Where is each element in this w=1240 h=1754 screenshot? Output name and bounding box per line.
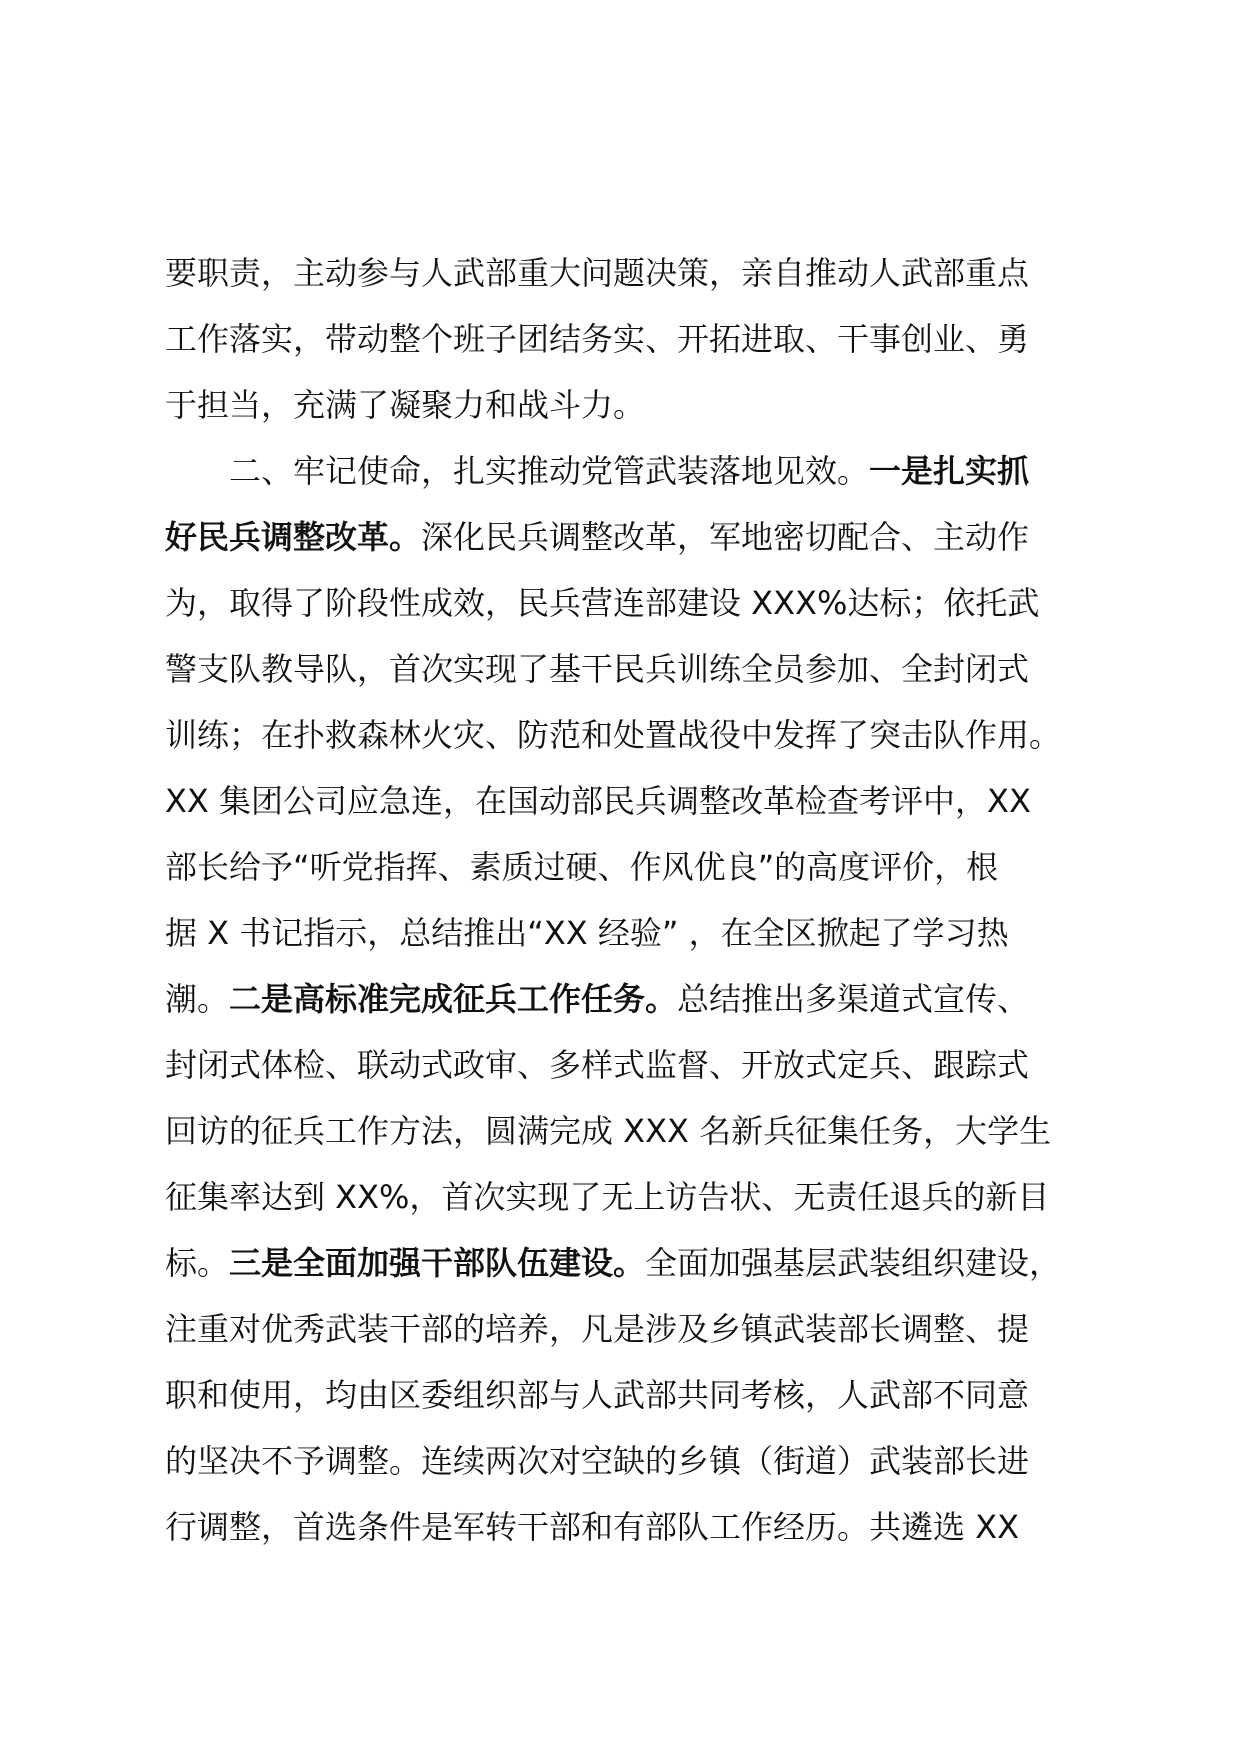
- text-line: [165, 1164, 1125, 1230]
- text-line: [165, 438, 1125, 504]
- body-text-segment: 深化民兵调整改革，军地密切配合、主动作: [421, 518, 1030, 556]
- body-text-segment: 工作落实，带动整个班子团结务实、开拓进取、干事创业、勇: [165, 320, 1030, 358]
- text-line: [165, 636, 1125, 702]
- text-line: [165, 1362, 1125, 1428]
- bold-heading-text: 三是全面加强干部队伍建设。: [229, 1244, 646, 1282]
- text-line: [165, 702, 1125, 768]
- text-line: [165, 768, 1125, 834]
- body-text-segment: 警支队教导队，首次实现了基干民兵训练全员参加、全封闭式: [165, 650, 1030, 688]
- body-text-segment: 的坚决不予调整。连续两次对空缺的乡镇（街道）武装部长进: [165, 1442, 1030, 1480]
- body-text-segment: 要职责，主动参与人武部重大问题决策，亲自推动人武部重点: [165, 254, 1030, 292]
- text-line: [165, 306, 1125, 372]
- body-text-segment: 二、牢记使命，扎实推动党管武装落地见效。: [229, 452, 870, 490]
- body-text-segment: 为，取得了阶段性成效，民兵营连部建设 XXX%达标；依托武: [165, 584, 1040, 622]
- text-line: [165, 1230, 1125, 1296]
- text-line: [165, 570, 1125, 636]
- body-text-segment: 据 X 书记指示，总结推出“XX 经验” ，在全区掀起了学习热: [165, 914, 1009, 952]
- bold-heading-text: 好民兵调整改革。: [165, 518, 422, 556]
- body-text-segment: 全面加强基层武装组织建设，: [645, 1244, 1062, 1282]
- body-text-segment: 部长给予“听党指挥、素质过硬、作风优良”的高度评价，根: [165, 848, 999, 886]
- body-text-segment: 封闭式体检、联动式政审、多样式监督、开放式定兵、跟踪式: [165, 1046, 1030, 1084]
- text-line: [165, 966, 1125, 1032]
- text-line: [165, 372, 1125, 438]
- bold-heading-text: 二是高标准完成征兵工作任务。: [229, 980, 678, 1018]
- text-line: [165, 1098, 1125, 1164]
- body-text-segment: 征集率达到 XX%，首次实现了无上访告状、无责任退兵的新目: [165, 1178, 1050, 1216]
- body-text-segment: 潮。: [165, 980, 230, 1018]
- bold-heading-text: 一是扎实抓: [869, 452, 1030, 490]
- body-text-segment: 标。: [165, 1244, 230, 1282]
- text-line: [165, 1494, 1125, 1560]
- body-text-segment: 训练；在扑救森林火灾、防范和处置战役中发挥了突击队作用。: [165, 716, 1062, 754]
- text-line: [165, 900, 1125, 966]
- body-text: [165, 240, 1125, 1560]
- body-text-segment: XX 集团公司应急连，在国动部民兵调整改革检查考评中，XX: [165, 782, 1031, 820]
- text-line: [165, 1032, 1125, 1098]
- text-line: [165, 504, 1125, 570]
- text-line: [165, 240, 1125, 306]
- text-line: [165, 1428, 1125, 1494]
- body-text-segment: 总结推出多渠道式宣传、: [677, 980, 1030, 1018]
- body-text-segment: 回访的征兵工作方法，圆满完成 XXX 名新兵征集任务，大学生: [165, 1112, 1052, 1150]
- body-text-segment: 职和使用，均由区委组织部与人武部共同考核，人武部不同意: [165, 1376, 1030, 1414]
- body-text-segment: 注重对优秀武装干部的培养，凡是涉及乡镇武装部长调整、提: [165, 1310, 1030, 1348]
- body-text-segment: 行调整，首选条件是军转干部和有部队工作经历。共遴选 XX: [165, 1508, 1020, 1546]
- text-line: [165, 834, 1125, 900]
- text-line: [165, 1296, 1125, 1362]
- body-text-segment: 于担当，充满了凝聚力和战斗力。: [165, 386, 646, 424]
